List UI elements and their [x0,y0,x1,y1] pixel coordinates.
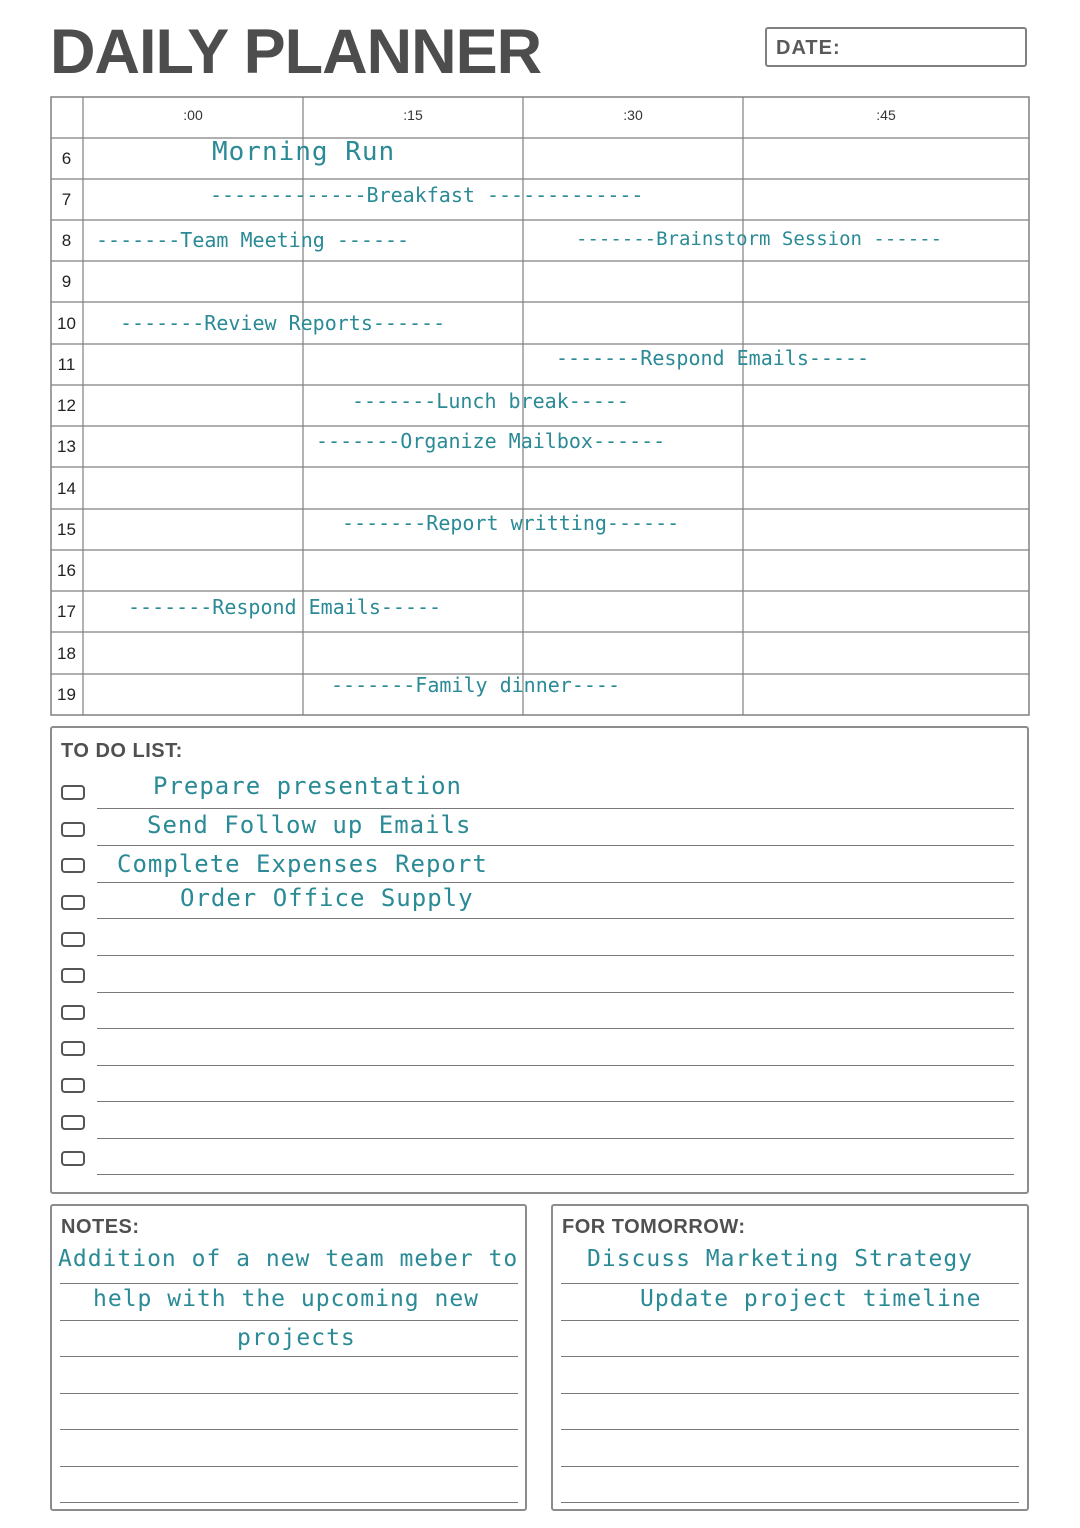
date-field[interactable] [765,27,1027,67]
todo-checkbox[interactable] [61,1151,85,1166]
tomorrow-text-line: Discuss Marketing Strategy [587,1246,974,1272]
notes-label: NOTES: [61,1216,140,1238]
todo-line [97,845,1014,846]
todo-item: Prepare presentation [153,772,462,800]
todo-checkbox[interactable] [61,932,85,947]
notes-text-line: help with the upcoming new [93,1286,480,1312]
tomorrow-line [561,1502,1019,1503]
todo-item: Order Office Supply [180,884,474,912]
for-tomorrow-label: FOR TOMORROW: [562,1216,746,1238]
hour-label: 10 [57,314,76,333]
todo-line [97,882,1014,883]
notes-line [60,1502,518,1503]
hour-label: 12 [57,396,76,415]
todo-checkbox[interactable] [61,822,85,837]
notes-line [60,1466,518,1467]
tomorrow-line [561,1356,1019,1357]
hour-label: 18 [57,644,76,663]
hour-label: 8 [61,231,72,250]
todo-item: Complete Expenses Report [117,850,488,878]
hour-label: 19 [57,685,76,704]
schedule-entry: -------Team Meeting ------ [96,228,410,252]
todo-line [97,1101,1014,1102]
schedule-entry: -------Family dinner---- [331,673,620,697]
todo-list-label: TO DO LIST: [61,740,183,762]
schedule-entry: -------Brainstorm Session ------ [576,228,943,250]
todo-line [97,955,1014,956]
schedule-entry: -------Respond Emails----- [556,346,870,370]
todo-checkbox[interactable] [61,1078,85,1093]
todo-line [97,992,1014,993]
tomorrow-line [561,1429,1019,1430]
schedule-entry: Morning Run [212,137,396,167]
todo-line [97,1138,1014,1139]
todo-checkbox[interactable] [61,785,85,800]
tomorrow-line [561,1320,1019,1321]
notes-line [60,1283,518,1284]
notes-line [60,1356,518,1357]
todo-checkbox[interactable] [61,1041,85,1056]
tomorrow-line [561,1283,1019,1284]
todo-checkbox[interactable] [61,968,85,983]
tomorrow-line [561,1466,1019,1467]
date-label: DATE: [776,37,841,59]
notes-text-line: projects [237,1325,356,1351]
todo-line [97,1028,1014,1029]
todo-checkbox[interactable] [61,1005,85,1020]
hour-label: 17 [57,602,76,621]
todo-item: Send Follow up Emails [147,811,472,839]
tomorrow-line [561,1393,1019,1394]
todo-checkbox[interactable] [61,895,85,910]
hour-label: 6 [61,149,72,168]
page-title: DAILY PLANNER [50,17,542,87]
schedule-entry: -------Respond Emails----- [128,595,442,619]
column-header-15: :15 [403,107,423,123]
tomorrow-text-line: Update project timeline [640,1286,982,1312]
schedule-entry: -------Review Reports------ [120,311,446,335]
schedule-entry: -------Organize Mailbox------ [316,429,666,453]
hour-label: 7 [61,190,72,209]
todo-line [97,1065,1014,1066]
hour-label: 16 [57,561,76,580]
todo-checkbox[interactable] [61,1115,85,1130]
notes-text-line: Addition of a new team meber to [58,1246,519,1272]
todo-line [97,918,1014,919]
todo-line [97,1174,1014,1175]
column-header-45: :45 [876,107,896,123]
hour-label: 13 [57,437,76,456]
hour-label: 11 [57,355,76,374]
column-header-30: :30 [623,107,643,123]
hour-label: 9 [61,272,72,291]
todo-line [97,808,1014,809]
hour-label: 15 [57,520,76,539]
schedule-entry: -------------Breakfast ------------- [210,183,644,207]
notes-line [60,1320,518,1321]
todo-checkbox[interactable] [61,858,85,873]
notes-line [60,1429,518,1430]
hour-label: 14 [57,479,76,498]
schedule-entry: -------Report writting------ [342,511,680,535]
column-header-00: :00 [183,107,203,123]
notes-line [60,1393,518,1394]
schedule-entry: -------Lunch break----- [352,389,629,413]
